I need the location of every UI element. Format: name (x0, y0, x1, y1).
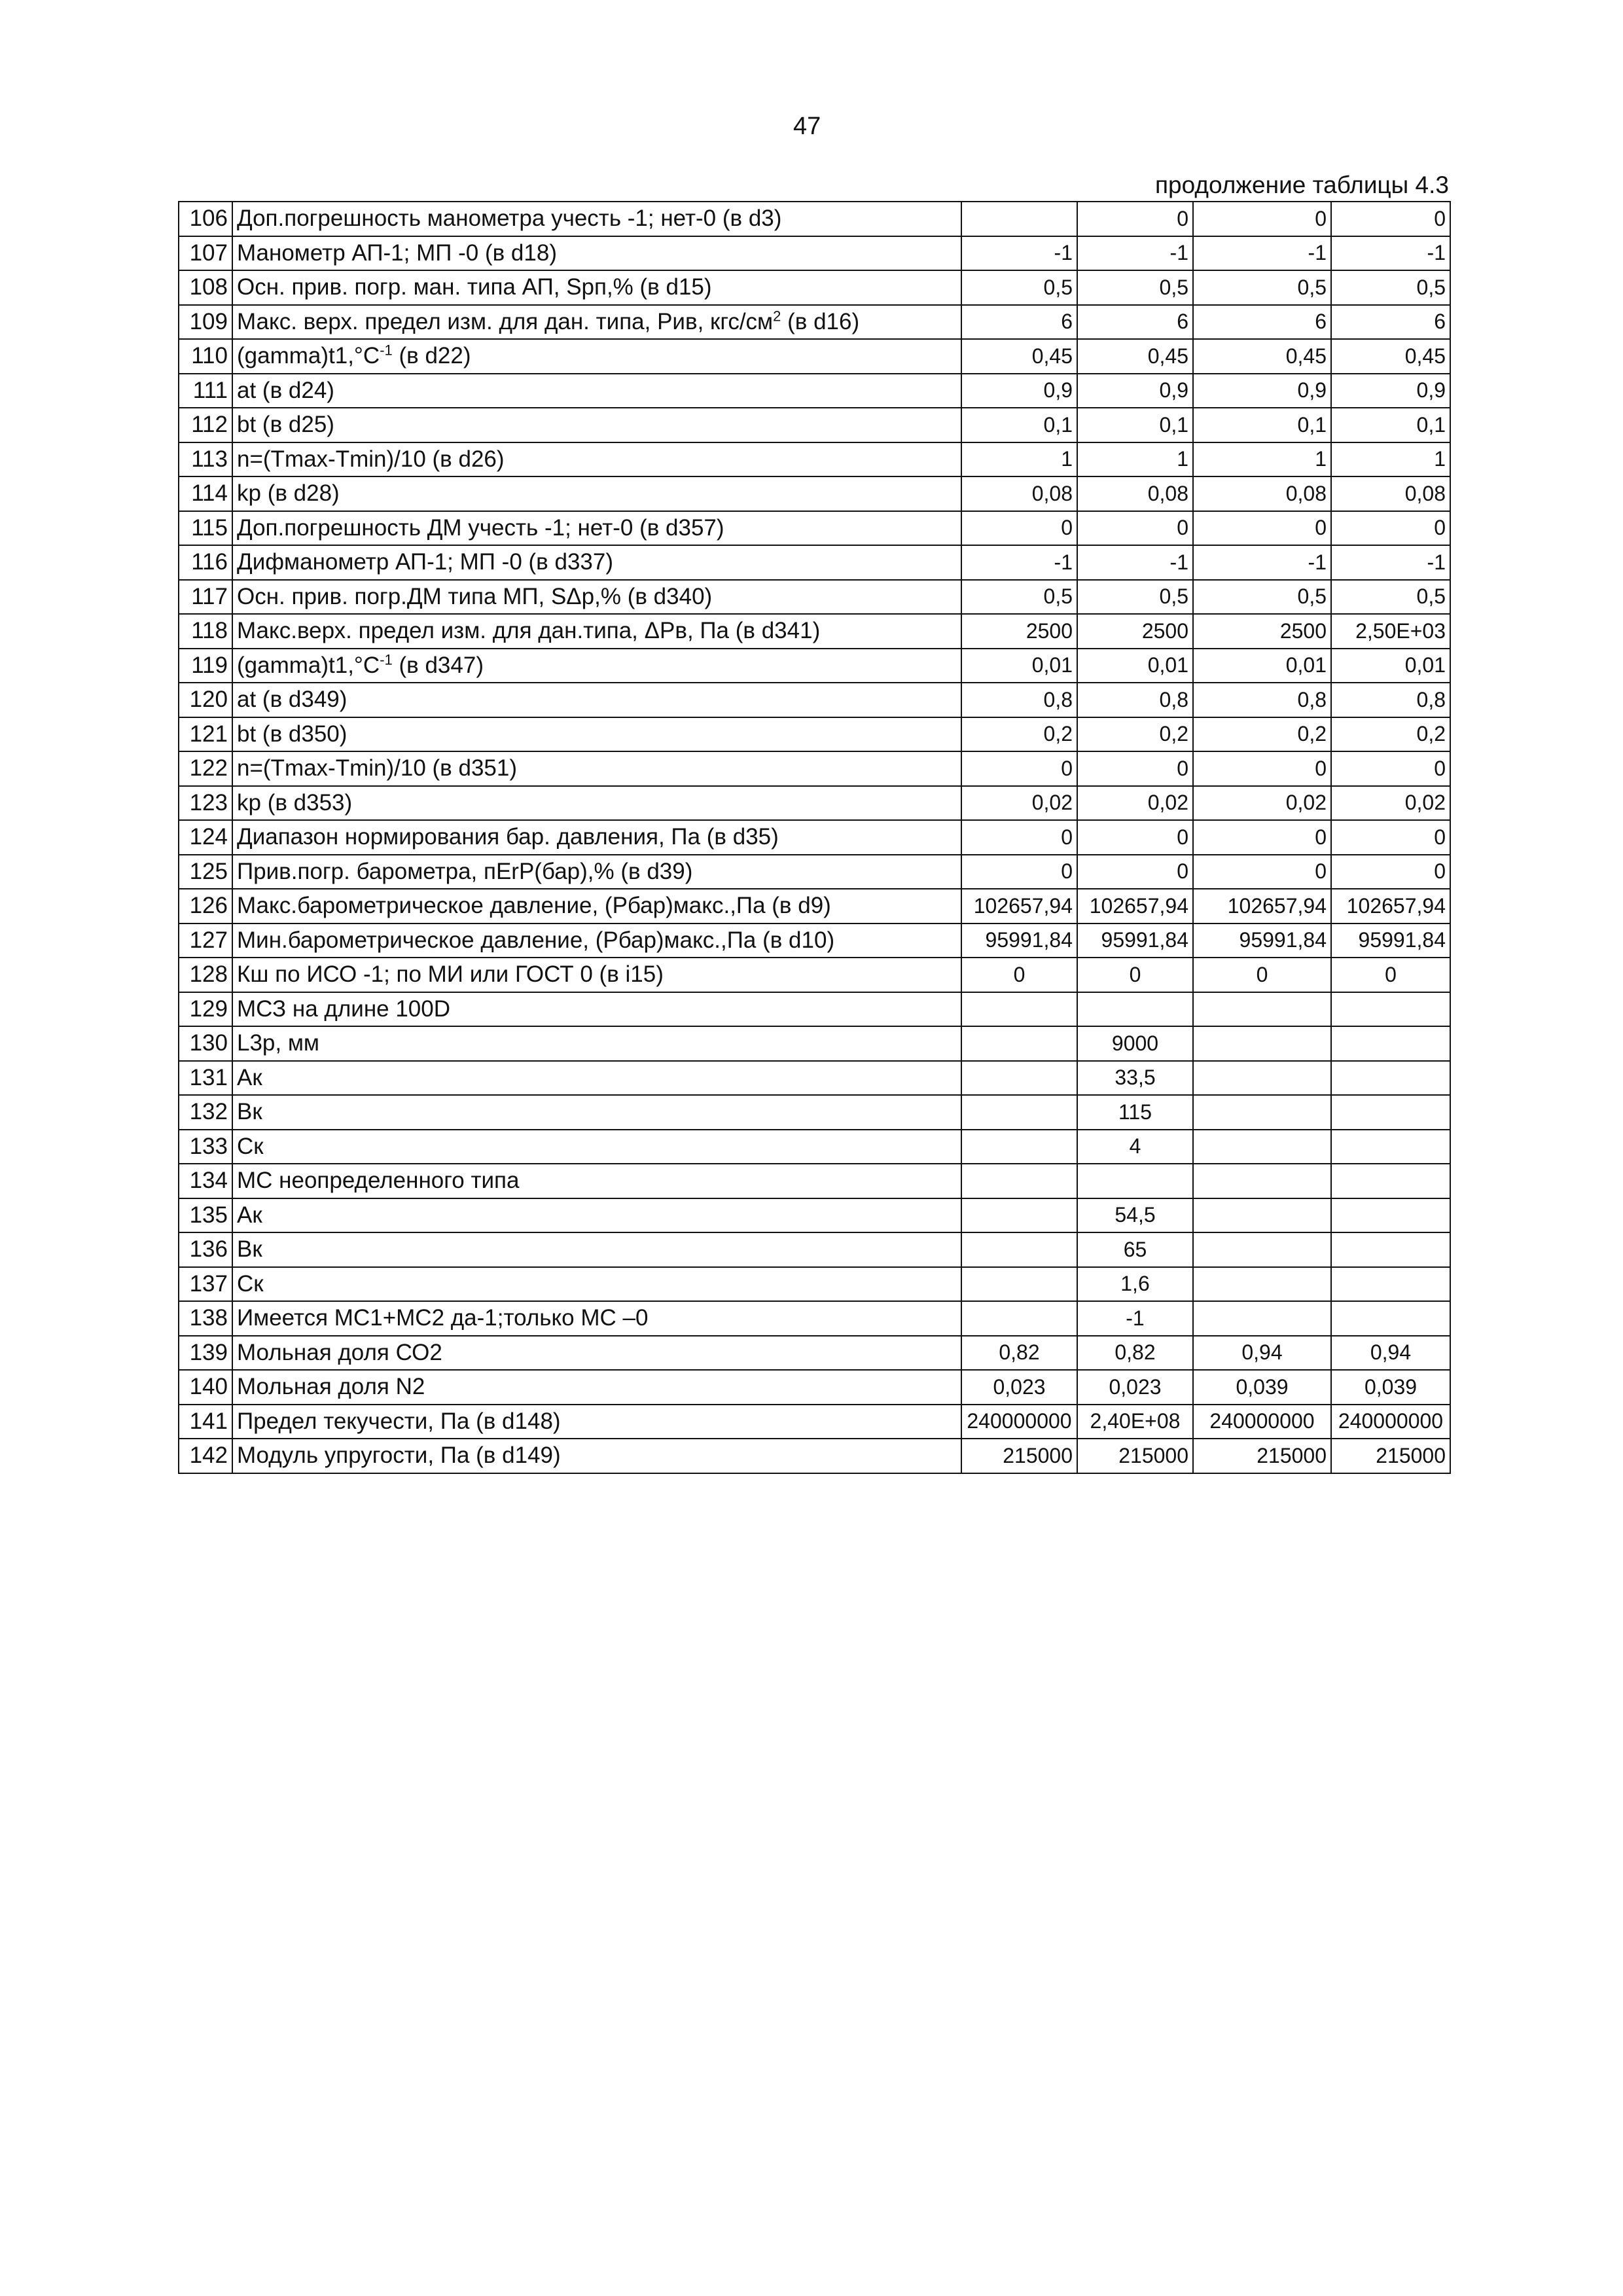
table-row (179, 511, 1450, 546)
table-row (179, 1267, 1450, 1302)
row-label: Мольная доля СО2 (232, 1336, 961, 1371)
row-label: at (в d349) (232, 683, 961, 717)
row-number: 130 (179, 1026, 232, 1061)
value-cell: 0,08 (1077, 476, 1193, 511)
row-number: 106 (179, 202, 232, 236)
row-number: 120 (179, 683, 232, 717)
value-cell: 0,1 (1331, 408, 1450, 442)
row-number: 126 (179, 889, 232, 924)
value-cell: 0,2 (1193, 717, 1331, 752)
value-cell: 65 (1077, 1232, 1193, 1267)
row-number: 123 (179, 786, 232, 821)
row-label: Кш по ИСО -1; по МИ или ГОСТ 0 (в i15) (232, 958, 961, 992)
value-cell: 0 (1331, 202, 1450, 236)
row-number: 116 (179, 545, 232, 580)
row-label: Манометр АП-1; МП -0 (в d18) (232, 236, 961, 271)
value-cell: 0,02 (961, 786, 1077, 821)
table-row (179, 649, 1450, 683)
value-cell (961, 1267, 1077, 1302)
row-label: Ак (232, 1061, 961, 1096)
row-label: МС неопределенного типа (232, 1164, 961, 1198)
row-label: bt (в d25) (232, 408, 961, 442)
row-label: Вк (232, 1232, 961, 1267)
table-row (179, 339, 1450, 374)
value-cell (1193, 1198, 1331, 1233)
row-number: 139 (179, 1336, 232, 1371)
value-cell: 0,2 (1077, 717, 1193, 752)
row-label: Доп.погрешность манометра учесть -1; нет-0 (в d3) (232, 202, 961, 236)
row-number: 117 (179, 580, 232, 615)
value-cell (1331, 1130, 1450, 1164)
value-cell: 0,8 (1331, 683, 1450, 717)
value-cell: 2,40E+08 (1077, 1405, 1193, 1439)
value-cell: 0,45 (1193, 339, 1331, 374)
table-row (179, 1061, 1450, 1096)
value-cell: 0,039 (1331, 1370, 1450, 1405)
value-cell (961, 1232, 1077, 1267)
table-row (179, 1130, 1450, 1164)
table-row (179, 442, 1450, 477)
value-cell: 0 (1331, 820, 1450, 855)
row-number: 128 (179, 958, 232, 992)
row-number: 124 (179, 820, 232, 855)
table-row (179, 889, 1450, 924)
value-cell: 240000000 (961, 1405, 1077, 1439)
value-cell: 102657,94 (961, 889, 1077, 924)
value-cell (1331, 1198, 1450, 1233)
value-cell: 0,02 (1077, 786, 1193, 821)
row-label: МСЗ на длине 100D (232, 992, 961, 1027)
value-cell: 0 (961, 511, 1077, 546)
row-number: 118 (179, 614, 232, 649)
table-row (179, 202, 1450, 236)
value-cell (1331, 1267, 1450, 1302)
table-row (179, 580, 1450, 615)
value-cell: 6 (1193, 305, 1331, 340)
value-cell: 6 (1331, 305, 1450, 340)
page-number: 47 (793, 113, 821, 140)
row-number: 134 (179, 1164, 232, 1198)
value-cell (1331, 1026, 1450, 1061)
value-cell: 0,82 (1077, 1336, 1193, 1371)
value-cell: 95991,84 (961, 924, 1077, 958)
row-label: Прив.погр. барометра, пErP(бар),% (в d39) (232, 855, 961, 889)
value-cell: 215000 (961, 1439, 1077, 1473)
value-cell: 9000 (1077, 1026, 1193, 1061)
value-cell: 0,8 (1193, 683, 1331, 717)
value-cell: 0,5 (961, 580, 1077, 615)
table-row (179, 958, 1450, 992)
value-cell: 0,023 (1077, 1370, 1193, 1405)
table-row (179, 1370, 1450, 1405)
table-row (179, 1232, 1450, 1267)
value-cell: 0,5 (1193, 270, 1331, 305)
value-cell: 6 (1077, 305, 1193, 340)
value-cell: 0,9 (961, 374, 1077, 408)
value-cell (1193, 1130, 1331, 1164)
value-cell: -1 (1193, 545, 1331, 580)
value-cell: 0,039 (1193, 1370, 1331, 1405)
value-cell (1193, 1061, 1331, 1096)
row-label: at (в d24) (232, 374, 961, 408)
value-cell (1077, 1164, 1193, 1198)
value-cell: 0,45 (1077, 339, 1193, 374)
value-cell: 0,82 (961, 1336, 1077, 1371)
row-number: 129 (179, 992, 232, 1027)
row-label: Осн. прив. погр.ДМ типа МП, SΔр,% (в d340) (232, 580, 961, 615)
row-number: 138 (179, 1301, 232, 1336)
value-cell: 0 (1193, 855, 1331, 889)
value-cell: 2500 (1077, 614, 1193, 649)
value-cell (1193, 1095, 1331, 1130)
row-number: 125 (179, 855, 232, 889)
value-cell: 0 (1193, 202, 1331, 236)
value-cell: 0 (1331, 511, 1450, 546)
row-label: n=(Tmax-Tmin)/10 (в d351) (232, 751, 961, 786)
row-label: Предел текучести, Па (в d148) (232, 1405, 961, 1439)
row-number: 132 (179, 1095, 232, 1130)
value-cell: 240000000 (1193, 1405, 1331, 1439)
value-cell: 0 (1077, 958, 1193, 992)
row-label: Ск (232, 1130, 961, 1164)
value-cell: 1,6 (1077, 1267, 1193, 1302)
value-cell: 102657,94 (1077, 889, 1193, 924)
row-label: Доп.погрешность ДМ учесть -1; нет-0 (в d357) (232, 511, 961, 546)
value-cell: 0,94 (1193, 1336, 1331, 1371)
value-cell: -1 (961, 236, 1077, 271)
value-cell: 115 (1077, 1095, 1193, 1130)
table-row (179, 270, 1450, 305)
value-cell (961, 1164, 1077, 1198)
row-label: Макс. верх. предел изм. для дан. типа, Рив, кгс/$см^2$ (в d16) (232, 305, 961, 340)
value-cell: -1 (1077, 236, 1193, 271)
value-cell: -1 (1077, 1301, 1193, 1336)
value-cell: 0,8 (961, 683, 1077, 717)
value-cell: -1 (1193, 236, 1331, 271)
value-cell: -1 (961, 545, 1077, 580)
value-cell (1331, 1061, 1450, 1096)
value-cell: 0,02 (1331, 786, 1450, 821)
value-cell: 215000 (1331, 1439, 1450, 1473)
row-number: 113 (179, 442, 232, 477)
value-cell: -1 (1331, 545, 1450, 580)
row-label: Вк (232, 1095, 961, 1130)
value-cell: 0,08 (961, 476, 1077, 511)
value-cell: 95991,84 (1193, 924, 1331, 958)
row-label: $(gamma)t1,^\circ C^{-1}$ (в d22) (232, 339, 961, 374)
value-cell: 0 (1331, 855, 1450, 889)
value-cell: 0,1 (1077, 408, 1193, 442)
value-cell: 0,1 (961, 408, 1077, 442)
row-number: 127 (179, 924, 232, 958)
value-cell: 0,94 (1331, 1336, 1450, 1371)
row-number: 140 (179, 1370, 232, 1405)
table-row (179, 305, 1450, 340)
table-row (179, 236, 1450, 271)
value-cell: 0,5 (1077, 270, 1193, 305)
value-cell: 0 (1077, 855, 1193, 889)
row-label: Имеется МС1+МС2 да-1;только МС –0 (232, 1301, 961, 1336)
value-cell: 0 (1331, 958, 1450, 992)
value-cell: 0,8 (1077, 683, 1193, 717)
table-caption: продолжение таблицы 4.3 (1154, 171, 1449, 198)
row-label: kp (в d353) (232, 786, 961, 821)
value-cell: 0,023 (961, 1370, 1077, 1405)
value-cell: 1 (1077, 442, 1193, 477)
row-number: 115 (179, 511, 232, 546)
table-row (179, 820, 1450, 855)
value-cell: 6 (961, 305, 1077, 340)
row-label: Ак (232, 1198, 961, 1233)
value-cell (1077, 992, 1193, 1027)
value-cell: 0 (1331, 751, 1450, 786)
value-cell: 0 (1193, 751, 1331, 786)
value-cell (1193, 1164, 1331, 1198)
table-row (179, 1336, 1450, 1371)
row-label: n=(Tmax-Tmin)/10 (в d26) (232, 442, 961, 477)
table-row (179, 1198, 1450, 1233)
value-cell: 0,1 (1193, 408, 1331, 442)
value-cell (1193, 992, 1331, 1027)
value-cell (1193, 1301, 1331, 1336)
value-cell (961, 1061, 1077, 1096)
row-number: 108 (179, 270, 232, 305)
table-row (179, 374, 1450, 408)
value-cell: 4 (1077, 1130, 1193, 1164)
value-cell: 0,5 (1193, 580, 1331, 615)
row-number: 107 (179, 236, 232, 271)
parameters-table (178, 201, 1451, 1474)
value-cell (1331, 992, 1450, 1027)
value-cell: 0 (961, 855, 1077, 889)
table-row (179, 1026, 1450, 1061)
row-label: L3р, мм (232, 1026, 961, 1061)
value-cell (1193, 1267, 1331, 1302)
row-number: 109 (179, 305, 232, 340)
value-cell (961, 202, 1077, 236)
value-cell: 95991,84 (1077, 924, 1193, 958)
table-row (179, 1405, 1450, 1439)
row-label: kp (в d28) (232, 476, 961, 511)
value-cell: 1 (961, 442, 1077, 477)
value-cell: 54,5 (1077, 1198, 1193, 1233)
row-number: 142 (179, 1439, 232, 1473)
row-number: 141 (179, 1405, 232, 1439)
row-number: 131 (179, 1061, 232, 1096)
table-row (179, 476, 1450, 511)
row-number: 122 (179, 751, 232, 786)
value-cell: 1 (1331, 442, 1450, 477)
value-cell: 0 (961, 751, 1077, 786)
value-cell: 0,5 (1331, 270, 1450, 305)
row-number: 119 (179, 649, 232, 683)
row-number: 136 (179, 1232, 232, 1267)
value-cell: 2500 (961, 614, 1077, 649)
row-label: Макс.верх. предел изм. для дан.типа, ΔРв, Па (в d341) (232, 614, 961, 649)
value-cell: 240000000 (1331, 1405, 1450, 1439)
value-cell: 1 (1193, 442, 1331, 477)
row-label: Ск (232, 1267, 961, 1302)
row-label: Осн. прив. погр. ман. типа АП, Sрп,% (в d15) (232, 270, 961, 305)
table-row (179, 614, 1450, 649)
value-cell: 0 (1077, 820, 1193, 855)
table-row (179, 1301, 1450, 1336)
value-cell: 33,5 (1077, 1061, 1193, 1096)
value-cell: 0,02 (1193, 786, 1331, 821)
value-cell: 215000 (1193, 1439, 1331, 1473)
value-cell: 0,2 (1331, 717, 1450, 752)
value-cell: 0,01 (1193, 649, 1331, 683)
row-number: 114 (179, 476, 232, 511)
value-cell: 215000 (1077, 1439, 1193, 1473)
value-cell: 0,08 (1193, 476, 1331, 511)
table-row (179, 855, 1450, 889)
table-row (179, 751, 1450, 786)
row-number: 121 (179, 717, 232, 752)
value-cell: 0,9 (1193, 374, 1331, 408)
row-number: 112 (179, 408, 232, 442)
row-label: Макс.барометрическое давление, (Рбар)макс.,Па (в d9) (232, 889, 961, 924)
value-cell: 0 (1077, 751, 1193, 786)
row-label: bt (в d350) (232, 717, 961, 752)
value-cell: 0,45 (961, 339, 1077, 374)
value-cell (961, 1198, 1077, 1233)
row-label: Дифманометр АП-1; МП -0 (в d337) (232, 545, 961, 580)
row-label: Диапазон нормирования бар. давления, Па (в d35) (232, 820, 961, 855)
value-cell: 0,08 (1331, 476, 1450, 511)
table-row (179, 683, 1450, 717)
value-cell (1193, 1026, 1331, 1061)
row-number: 111 (179, 374, 232, 408)
value-cell: 0,2 (961, 717, 1077, 752)
value-cell: 102657,94 (1193, 889, 1331, 924)
value-cell: 0,5 (1077, 580, 1193, 615)
value-cell: 0 (1077, 511, 1193, 546)
value-cell: 0 (1193, 820, 1331, 855)
table-row (179, 924, 1450, 958)
value-cell: 2500 (1193, 614, 1331, 649)
value-cell: 0,01 (961, 649, 1077, 683)
value-cell: 95991,84 (1331, 924, 1450, 958)
value-cell: 0,01 (1077, 649, 1193, 683)
value-cell: 0 (1193, 511, 1331, 546)
value-cell (1331, 1095, 1450, 1130)
value-cell: -1 (1331, 236, 1450, 271)
value-cell (1193, 1232, 1331, 1267)
value-cell (1331, 1164, 1450, 1198)
row-number: 133 (179, 1130, 232, 1164)
value-cell (961, 1130, 1077, 1164)
row-label: Модуль упругости, Па (в d149) (232, 1439, 961, 1473)
value-cell: 0 (1077, 202, 1193, 236)
value-cell: 0,9 (1077, 374, 1193, 408)
table-row (179, 717, 1450, 752)
value-cell: 102657,94 (1331, 889, 1450, 924)
value-cell (1331, 1301, 1450, 1336)
value-cell (961, 1095, 1077, 1130)
value-cell: 0,9 (1331, 374, 1450, 408)
row-label: Мольная доля N2 (232, 1370, 961, 1405)
row-label: $(gamma)t1,^\circ C^{-1}$ (в d347) (232, 649, 961, 683)
table-row (179, 545, 1450, 580)
table-row (179, 1095, 1450, 1130)
table-row (179, 1164, 1450, 1198)
value-cell: 0 (1193, 958, 1331, 992)
table-row (179, 408, 1450, 442)
value-cell: 2,50E+03 (1331, 614, 1450, 649)
table-row (179, 992, 1450, 1027)
value-cell: 0,5 (1331, 580, 1450, 615)
value-cell (961, 992, 1077, 1027)
value-cell: 0,01 (1331, 649, 1450, 683)
row-number: 135 (179, 1198, 232, 1233)
value-cell: 0 (961, 958, 1077, 992)
value-cell: 0 (961, 820, 1077, 855)
value-cell: 0,5 (961, 270, 1077, 305)
table-row (179, 1439, 1450, 1473)
table-row (179, 786, 1450, 821)
value-cell: -1 (1077, 545, 1193, 580)
row-number: 110 (179, 339, 232, 374)
value-cell (961, 1026, 1077, 1061)
value-cell (961, 1301, 1077, 1336)
value-cell (1331, 1232, 1450, 1267)
row-number: 137 (179, 1267, 232, 1302)
value-cell: 0,45 (1331, 339, 1450, 374)
row-label: Мин.барометрическое давление, (Рбар)макс.,Па (в d10) (232, 924, 961, 958)
